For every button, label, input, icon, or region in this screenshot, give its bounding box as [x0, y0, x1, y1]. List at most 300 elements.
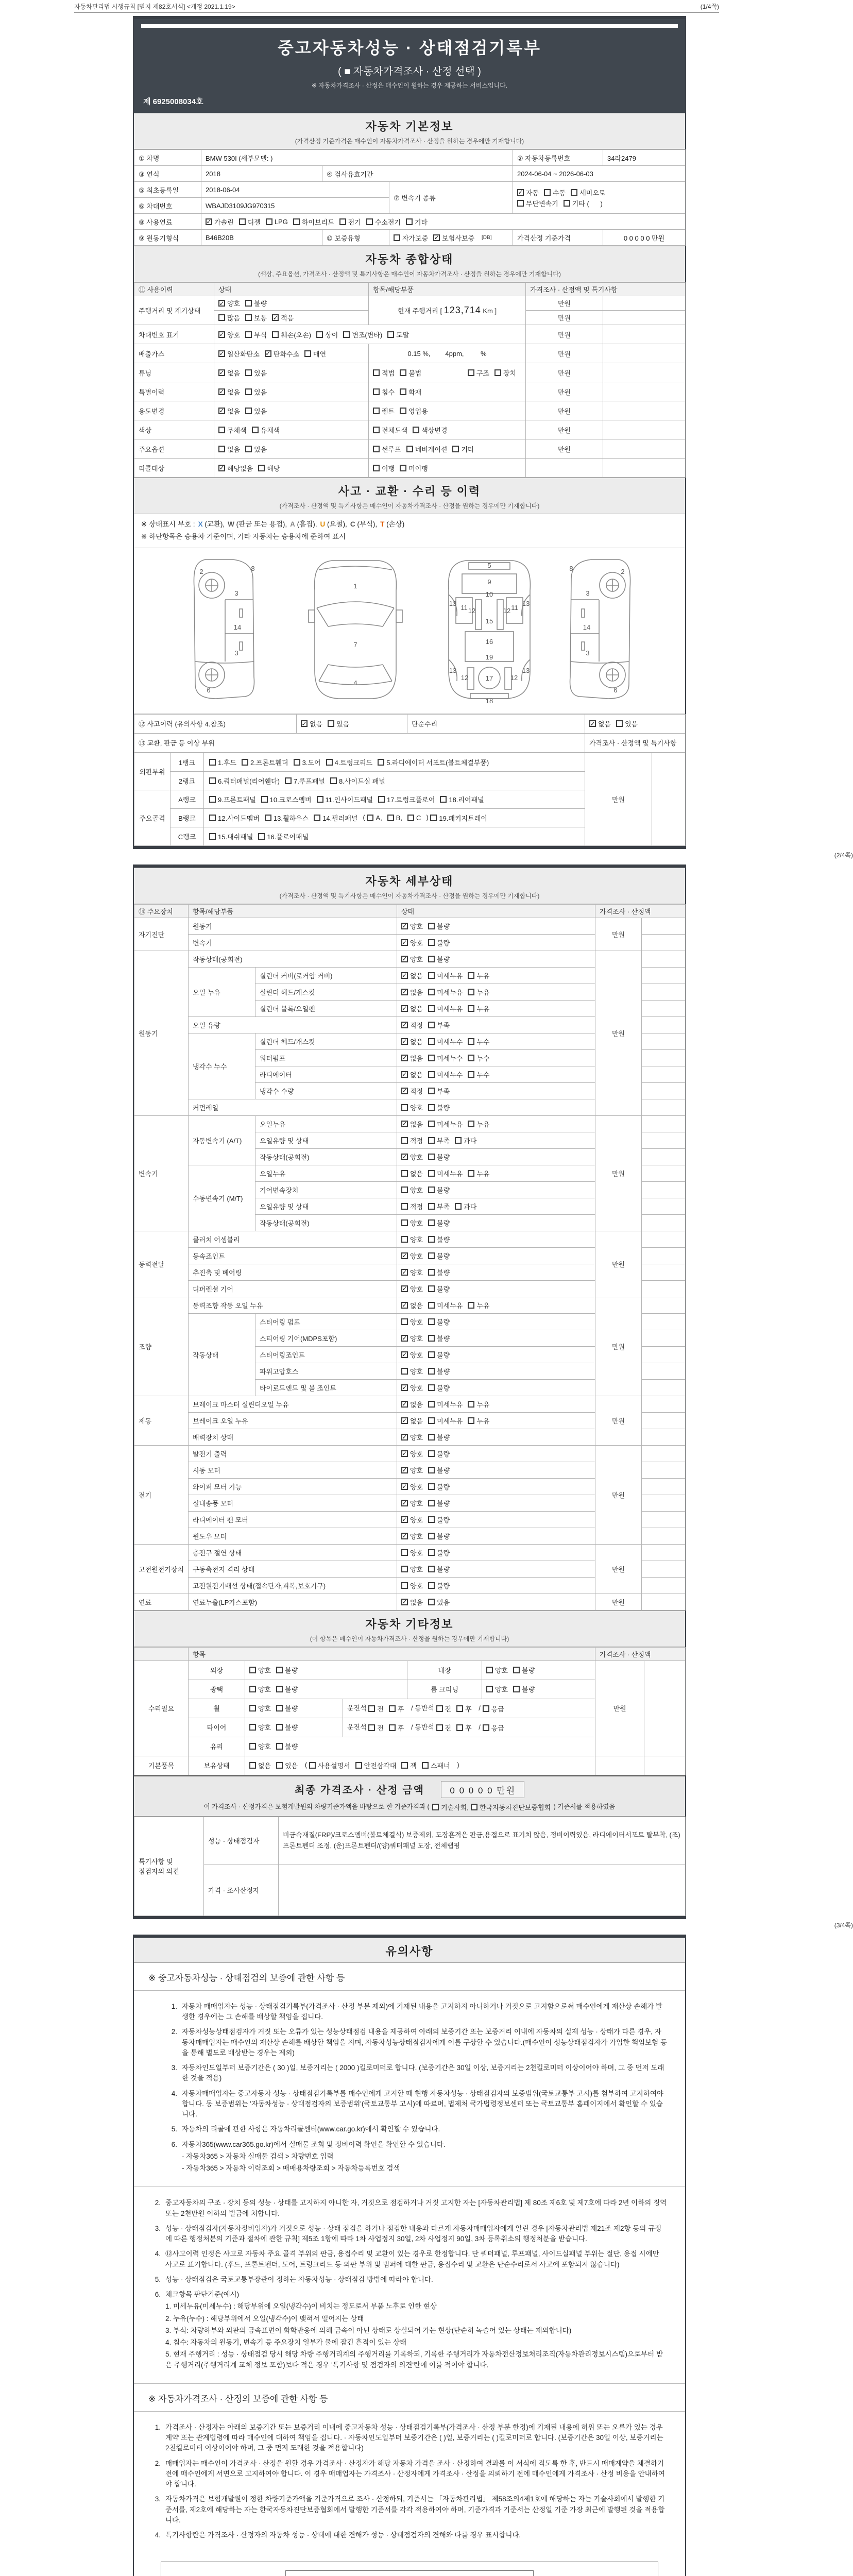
- checkbox-후[interactable]: [389, 1704, 404, 1714]
- checkbox-label: 없음: [227, 407, 241, 415]
- checkbox-적정[interactable]: [401, 1086, 423, 1096]
- checkbox-부식[interactable]: [245, 330, 267, 340]
- checkbox-상이[interactable]: [316, 330, 338, 340]
- checkbox-누유[interactable]: [468, 987, 489, 997]
- checkbox-수소전기[interactable]: [366, 217, 401, 227]
- checkbox-전기[interactable]: [339, 217, 361, 227]
- checkbox-해당없음[interactable]: [218, 463, 253, 473]
- checkbox-기술사회,[interactable]: [432, 1802, 469, 1812]
- notice-item: [147, 2422, 668, 2454]
- checkbox-있음[interactable]: [328, 719, 349, 728]
- checkbox-없음[interactable]: [218, 387, 240, 397]
- checkbox-양호[interactable]: [401, 1333, 423, 1343]
- checkbox-스패너[interactable]: [422, 1760, 450, 1770]
- checkbox-label: 과다: [464, 1137, 477, 1145]
- checkbox-기타[interactable]: [452, 444, 474, 454]
- checkbox-네비게이션[interactable]: [406, 444, 448, 454]
- checkbox-불량[interactable]: [428, 1498, 450, 1508]
- checkbox-누유[interactable]: [468, 1168, 489, 1178]
- checkbox-불량[interactable]: [513, 1665, 535, 1675]
- checkbox-box: [571, 189, 577, 196]
- checkbox-미세누유[interactable]: [428, 1399, 463, 1409]
- checkbox-있음[interactable]: [245, 368, 267, 378]
- text: / 동반석: [409, 1723, 436, 1731]
- checkbox-불량[interactable]: [428, 1531, 450, 1541]
- checkbox-17.트렁크플로어[interactable]: [378, 794, 435, 804]
- checkbox-누수[interactable]: [468, 1053, 489, 1063]
- checkbox-하이브리드[interactable]: [293, 217, 334, 227]
- checkbox-누유[interactable]: [468, 1300, 489, 1310]
- checkbox-한국자동차진단보증협회[interactable]: [471, 1802, 551, 1812]
- checkbox-적법[interactable]: [373, 368, 395, 378]
- checkbox-label: 도말: [396, 331, 410, 339]
- checkbox-box: [245, 388, 252, 395]
- checkbox-훼손(오손)[interactable]: [272, 330, 311, 340]
- checkbox-양호[interactable]: [401, 1251, 423, 1261]
- notice-text: 자동차인도일부터 보증기간은 ( 30 )일, 보증거리는 ( 2000 )킬로미터로 합니다. (보증기간은 30일 이상, 보증거리는 2천킬로미터 이상이어야 하며, 그 중 먼저 도래한 것을 적용): [182, 2064, 664, 2082]
- checkbox-적정[interactable]: [401, 1201, 423, 1211]
- checkbox-미세누유[interactable]: [428, 1300, 463, 1310]
- checkbox-전체도색[interactable]: [373, 425, 407, 435]
- item-groups: [373, 425, 521, 435]
- checkbox-불량[interactable]: [428, 1350, 450, 1360]
- checkbox-불량[interactable]: [428, 938, 450, 947]
- checkbox-사용설명서[interactable]: [309, 1760, 350, 1770]
- checkbox-후[interactable]: [389, 1723, 404, 1733]
- checkbox-전[interactable]: [368, 1704, 384, 1714]
- checkbox-전[interactable]: [436, 1723, 452, 1733]
- checkbox-불량[interactable]: [276, 1722, 298, 1732]
- checkbox-없음[interactable]: [401, 971, 423, 980]
- notice-number: 3.: [155, 2224, 161, 2232]
- checkbox-label: 6.쿼터패널(리어휀다): [218, 777, 280, 785]
- checkbox-1.후드[interactable]: [209, 757, 236, 767]
- checkbox-label: 세미오토: [579, 189, 606, 197]
- checkbox-label: 있음: [254, 369, 267, 377]
- checkbox-불량[interactable]: [276, 1684, 298, 1694]
- checkbox-양호[interactable]: [401, 1498, 423, 1508]
- checkbox-label: 자동: [526, 189, 539, 197]
- checkbox-box: [428, 1318, 435, 1325]
- checkbox-세미오토[interactable]: [571, 188, 605, 197]
- checkbox-부족[interactable]: [428, 1136, 450, 1145]
- checkbox-box: [400, 388, 406, 395]
- checkbox-양호[interactable]: [401, 1581, 423, 1590]
- device-label: 원동기: [134, 951, 189, 1115]
- checkbox-없음[interactable]: [401, 1070, 423, 1079]
- checkbox-양호[interactable]: [401, 1350, 423, 1360]
- checkbox-불량[interactable]: [428, 954, 450, 964]
- row-label: 특별이력: [134, 382, 214, 401]
- checkbox-불량[interactable]: [428, 1581, 450, 1590]
- checkbox-누유[interactable]: [468, 971, 489, 980]
- checkbox-6.쿼터패널(리어휀다)[interactable]: [209, 776, 280, 786]
- table-row: [134, 1231, 686, 1247]
- checkbox-없음[interactable]: [218, 406, 240, 416]
- checkbox-양호[interactable]: [401, 1432, 423, 1442]
- item-name: 윈도우 모터: [189, 1528, 397, 1544]
- item-name: 보유상태: [189, 1756, 245, 1775]
- checkbox-잭[interactable]: [401, 1760, 417, 1770]
- checkbox-불량[interactable]: [428, 1564, 450, 1574]
- page-marker-3: (3/4쪽): [834, 1921, 853, 1929]
- checkbox-미세누유[interactable]: [428, 971, 463, 980]
- state-cell: [397, 1396, 595, 1412]
- checkbox-box: [400, 465, 406, 471]
- checkbox-불량[interactable]: [276, 1703, 298, 1713]
- checkbox-후[interactable]: [456, 1704, 472, 1714]
- checkbox-양호[interactable]: [401, 1218, 423, 1228]
- checkbox-불량[interactable]: [428, 1185, 450, 1195]
- checkbox-양호[interactable]: [401, 1234, 423, 1244]
- checkbox-자가보증[interactable]: [394, 233, 428, 243]
- checkbox-box: [455, 1203, 462, 1210]
- checkbox-응급[interactable]: [483, 1723, 504, 1733]
- checkbox-양호[interactable]: [401, 1317, 423, 1327]
- state-cell: [397, 1429, 595, 1445]
- checkbox-불량[interactable]: [428, 1449, 450, 1459]
- checkbox-있음[interactable]: [616, 719, 638, 728]
- checkbox-안전삼각대[interactable]: [355, 1760, 397, 1770]
- price-cell: 만원: [526, 420, 603, 439]
- price-note: [642, 1528, 686, 1544]
- checkbox-썬루프[interactable]: [373, 444, 401, 454]
- checkbox-양호[interactable]: [401, 954, 423, 964]
- checkbox-양호[interactable]: [401, 1267, 423, 1277]
- checkbox-없음[interactable]: [401, 1416, 423, 1426]
- checkbox-19.패키지트레이[interactable]: [430, 813, 487, 823]
- checkbox-불량[interactable]: [428, 921, 450, 931]
- checkbox-양호[interactable]: [249, 1741, 271, 1751]
- checkbox-양호[interactable]: [401, 921, 423, 931]
- checkbox-누유[interactable]: [468, 1399, 489, 1409]
- checkbox-미세누유[interactable]: [428, 1168, 463, 1178]
- checkbox-매연[interactable]: [304, 349, 326, 359]
- checkbox-양호[interactable]: [486, 1665, 508, 1675]
- checkbox-누유[interactable]: [468, 1416, 489, 1426]
- checkbox-영업용[interactable]: [400, 406, 428, 416]
- checkbox-양호[interactable]: [401, 1284, 423, 1294]
- checkbox-양호[interactable]: [249, 1703, 271, 1713]
- checkbox-불량[interactable]: [428, 1317, 450, 1327]
- appraiser-label: 가격 · 조사산정자: [204, 1865, 279, 1916]
- notice-text: 자동차매매업자는 중고자동차 성능 · 상태점검기록부를 매수인에게 고지할 때 현행 자동차성능 · 상태점검자의 보증범위(국토교통부 고시)를 첨부하여 고지하여야 합니다. 동 보증범위는 '자동차성능 · 상태점검자의 보증범위'(국토교통부 고시)에 따르며, 법제처 국가법령정보센터 또는 국토교통부 홈페이지에서 확인할 수 있습니다.: [182, 2089, 663, 2119]
- checkbox-많음[interactable]: [218, 313, 240, 323]
- notice-item: [164, 2124, 668, 2134]
- checkbox-적정[interactable]: [401, 1136, 423, 1145]
- checkbox-12.사이드멤버[interactable]: [209, 813, 260, 823]
- checkbox-label: 양호: [410, 922, 423, 930]
- checkbox-양호[interactable]: [401, 1465, 423, 1475]
- checkbox-불량[interactable]: [245, 298, 267, 308]
- checkbox-없음[interactable]: [218, 444, 240, 454]
- checkbox-과다[interactable]: [455, 1136, 476, 1145]
- checkbox-양호[interactable]: [401, 1366, 423, 1376]
- checkbox-box: ✓: [219, 299, 225, 307]
- checkbox-불량[interactable]: [428, 1548, 450, 1557]
- checkbox-양호[interactable]: [218, 298, 240, 308]
- device-label: 제동: [134, 1396, 189, 1445]
- checkbox-누수[interactable]: [468, 1070, 489, 1079]
- checkbox-label: 불량: [437, 1384, 450, 1392]
- checkbox-label: 11.인사이드패널: [325, 795, 373, 804]
- checkbox-불량[interactable]: [428, 1482, 450, 1492]
- checkbox-7.루프패널[interactable]: [285, 776, 325, 786]
- checkbox-양호[interactable]: [401, 1185, 423, 1195]
- checkbox-불량[interactable]: [428, 1267, 450, 1277]
- checkbox-가솔린[interactable]: [206, 217, 234, 227]
- checkbox-양호[interactable]: [249, 1722, 271, 1732]
- checkbox-13.휠하우스[interactable]: [265, 813, 309, 823]
- checkbox-탄화수소[interactable]: [265, 349, 299, 359]
- damage-code-desc: (판금 또는 용접),: [234, 520, 287, 528]
- checkbox-양호[interactable]: [401, 1531, 423, 1541]
- checkbox-부족[interactable]: [428, 1201, 450, 1211]
- checkbox-label: 불량: [254, 300, 267, 308]
- checkbox-있음[interactable]: [245, 406, 267, 416]
- checkbox-없음[interactable]: [401, 987, 423, 997]
- checkbox-불량[interactable]: [428, 1465, 450, 1475]
- checkbox-box: [293, 218, 300, 225]
- checkbox-양호[interactable]: [249, 1665, 271, 1675]
- checkbox-box: [394, 234, 400, 241]
- checkbox-없음[interactable]: [401, 1300, 423, 1310]
- checkbox-구조[interactable]: [468, 368, 489, 378]
- checkbox-14.필러패널[interactable]: [314, 813, 357, 823]
- rank-items: [204, 771, 585, 790]
- checkbox-box: ✓: [402, 1268, 407, 1276]
- checkbox-A,[interactable]: [367, 814, 382, 822]
- notice-number: 3.: [171, 2064, 177, 2072]
- checkbox-label: 16.플로어패널: [267, 833, 309, 841]
- checkbox-box: [209, 777, 216, 784]
- checkbox-전[interactable]: [436, 1704, 452, 1714]
- checkbox-해당[interactable]: [258, 463, 280, 473]
- checkbox-3.도어[interactable]: [294, 757, 321, 767]
- checkbox-양호[interactable]: [401, 938, 423, 947]
- price-cell: 만원: [595, 1544, 642, 1594]
- state-cell: [397, 1247, 595, 1264]
- checkbox-불량[interactable]: [428, 1333, 450, 1343]
- checkbox-없음[interactable]: [401, 1399, 423, 1409]
- checkbox-불량[interactable]: [428, 1366, 450, 1376]
- checkbox-불량[interactable]: [513, 1684, 535, 1694]
- accident-history-table: [134, 714, 686, 753]
- checkbox-기타 ( )[interactable]: [564, 198, 603, 208]
- warranty-suffix: [DB]: [482, 235, 492, 241]
- checkbox-label: 매연: [313, 350, 327, 358]
- state-cell: [482, 1660, 595, 1680]
- checkbox-18.리어패널[interactable]: [440, 794, 484, 804]
- checkbox-label: 누유: [476, 972, 490, 980]
- checkbox-없음[interactable]: [218, 368, 240, 378]
- checkbox-label: 있음: [285, 1762, 298, 1770]
- checkbox-누유[interactable]: [468, 1004, 489, 1013]
- checkbox-양호[interactable]: [401, 1103, 423, 1112]
- checkbox-미세누유[interactable]: [428, 1004, 463, 1013]
- item-name: 오일유량 및 상태: [255, 1198, 397, 1214]
- checkbox-없음[interactable]: [401, 1597, 423, 1607]
- checkbox-label: 부족: [437, 1137, 450, 1145]
- checkbox-디젤[interactable]: [239, 217, 261, 227]
- checkbox-후[interactable]: [456, 1723, 472, 1733]
- row-label: 용도변경: [134, 401, 214, 420]
- checkbox-없음[interactable]: [401, 1037, 423, 1046]
- checkbox-전[interactable]: [368, 1723, 384, 1733]
- checkbox-없음[interactable]: [301, 719, 322, 728]
- checkbox-기타[interactable]: [406, 217, 428, 227]
- checkbox-미세누유[interactable]: [428, 1416, 463, 1426]
- checkbox-없음[interactable]: [249, 1760, 271, 1770]
- checkbox-무단변속기[interactable]: [517, 198, 558, 208]
- checkbox-적정[interactable]: [401, 1020, 423, 1030]
- checkbox-변조(변타)[interactable]: [343, 330, 382, 340]
- checkbox-양호[interactable]: [401, 1515, 423, 1524]
- checkbox-보험사보증[interactable]: [433, 233, 474, 243]
- checkbox-2.프론트휀더[interactable]: [242, 757, 288, 767]
- checkbox-label: 후: [465, 1705, 472, 1713]
- checkbox-장치[interactable]: [494, 368, 516, 378]
- checkbox-9.프론트패널[interactable]: [209, 794, 256, 804]
- checkbox-무채색[interactable]: [218, 425, 247, 435]
- checkbox-없음[interactable]: [401, 1004, 423, 1013]
- checkbox-자동[interactable]: [517, 188, 539, 197]
- checkbox-침수[interactable]: [373, 387, 395, 397]
- checkbox-16.플로어패널[interactable]: [258, 832, 309, 841]
- first-reg-value: 2018-06-04: [201, 182, 389, 198]
- checkbox-label: 훼손(오손): [281, 331, 312, 339]
- checkbox-미세누수[interactable]: [428, 1070, 463, 1079]
- checkbox-미세누수[interactable]: [428, 1037, 463, 1046]
- checkbox-4.트렁크리드[interactable]: [326, 757, 373, 767]
- state-cell: [397, 1082, 595, 1099]
- item-name: 냉각수 수량: [255, 1082, 397, 1099]
- checkbox-적음[interactable]: [272, 313, 294, 323]
- checkbox-label: 양호: [410, 1516, 423, 1524]
- checkbox-불량[interactable]: [428, 1103, 450, 1112]
- checkbox-있음[interactable]: [245, 387, 267, 397]
- checkbox-부족[interactable]: [428, 1020, 450, 1030]
- checkbox-없음[interactable]: [589, 719, 611, 728]
- checkbox-5.라디에이터 서포트(볼트체결부품)[interactable]: [378, 757, 489, 767]
- checkbox-불법[interactable]: [400, 368, 421, 378]
- checkbox-C[interactable]: [407, 814, 421, 822]
- table-row: [134, 363, 686, 382]
- checkbox-label: 전: [445, 1705, 452, 1713]
- notice-number: 6.: [155, 2291, 161, 2299]
- checkbox-불량[interactable]: [276, 1665, 298, 1675]
- rank-items: [204, 753, 585, 771]
- checkbox-불량[interactable]: [428, 1251, 450, 1261]
- checkbox-box: [387, 331, 394, 338]
- checkbox-8.사이드실 패널[interactable]: [330, 776, 385, 786]
- checkbox-이행[interactable]: [373, 463, 395, 473]
- checkbox-수동[interactable]: [544, 188, 566, 197]
- checkbox-불량[interactable]: [428, 1152, 450, 1162]
- checkbox-15.대쉬패널[interactable]: [209, 832, 253, 841]
- state-cell: [397, 1033, 595, 1049]
- checkbox-미세누유[interactable]: [428, 1119, 463, 1129]
- checkbox-보통[interactable]: [245, 313, 267, 323]
- diagram-part-number: 16: [485, 637, 493, 646]
- item-name: 디퍼렌셜 기어: [189, 1280, 397, 1297]
- checkbox-양호[interactable]: [249, 1684, 271, 1694]
- checkbox-불량[interactable]: [276, 1741, 298, 1751]
- checkbox-있음[interactable]: [276, 1760, 298, 1770]
- checkbox-불량[interactable]: [428, 1234, 450, 1244]
- checkbox-있음[interactable]: [428, 1597, 450, 1607]
- price-note: [652, 753, 686, 845]
- checkbox-유채색[interactable]: [252, 425, 280, 435]
- checkbox-양호[interactable]: [486, 1684, 508, 1694]
- checkbox-없음[interactable]: [401, 1168, 423, 1178]
- table-row: [134, 439, 686, 459]
- checkbox-label: 없음: [310, 720, 323, 728]
- checkbox-label: 없음: [410, 1005, 423, 1013]
- checkbox-미세누수[interactable]: [428, 1053, 463, 1063]
- checkbox-label: 미세누유: [437, 972, 463, 980]
- checkbox-불량[interactable]: [428, 1383, 450, 1393]
- item-name: 브레이크 오일 누유: [189, 1412, 397, 1429]
- checkbox-누수[interactable]: [468, 1037, 489, 1046]
- price-note: [642, 1346, 686, 1363]
- checkbox-양호[interactable]: [401, 1482, 423, 1492]
- checkbox-응급[interactable]: [483, 1704, 504, 1714]
- checkbox-없음[interactable]: [401, 1119, 423, 1129]
- checkbox-렌트[interactable]: [373, 406, 395, 416]
- checkbox-미이행[interactable]: [400, 463, 428, 473]
- checkbox-색상변경[interactable]: [413, 425, 447, 435]
- checkbox-부족[interactable]: [428, 1086, 450, 1096]
- checkbox-미세누유[interactable]: [428, 987, 463, 997]
- checkbox-양호[interactable]: [401, 1564, 423, 1574]
- checkbox-label: 10.크로스멤버: [269, 795, 312, 804]
- checkbox-LPG[interactable]: [266, 218, 288, 226]
- checkbox-양호[interactable]: [401, 1383, 423, 1393]
- checkbox-box: [513, 1686, 520, 1692]
- checkbox-B,[interactable]: [387, 814, 402, 822]
- checkbox-양호[interactable]: [401, 1449, 423, 1459]
- checkbox-11.인사이드패널[interactable]: [317, 794, 373, 804]
- checkbox-불량[interactable]: [428, 1284, 450, 1294]
- checkbox-불량[interactable]: [428, 1515, 450, 1524]
- checkbox-화재[interactable]: [400, 387, 421, 397]
- checkbox-불량[interactable]: [428, 1218, 450, 1228]
- checkbox-label: 누유: [476, 1005, 490, 1013]
- checkbox-양호[interactable]: [401, 1548, 423, 1557]
- checkbox-일산화탄소[interactable]: [218, 349, 260, 359]
- checkbox-불량[interactable]: [428, 1432, 450, 1442]
- device-label: 조향: [134, 1297, 189, 1396]
- checkbox-누유[interactable]: [468, 1119, 489, 1129]
- checkbox-있음[interactable]: [245, 444, 267, 454]
- checkbox-없음[interactable]: [401, 1053, 423, 1063]
- checkbox-양호[interactable]: [218, 330, 240, 340]
- checkbox-도말[interactable]: [387, 330, 409, 340]
- checkbox-10.크로스멤버[interactable]: [261, 794, 312, 804]
- checkbox-양호[interactable]: [401, 1152, 423, 1162]
- rank-items: [204, 790, 585, 808]
- checkbox-box: ✓: [301, 720, 307, 727]
- item-name: 변속기: [189, 934, 397, 951]
- diagram-part-number: 10: [485, 590, 493, 598]
- checkbox-label: 미세누유: [437, 988, 463, 996]
- price-note: [603, 325, 686, 344]
- item-name: 유리: [189, 1737, 245, 1756]
- checkbox-과다[interactable]: [455, 1201, 476, 1211]
- checkbox-label: 가솔린: [214, 218, 234, 226]
- checkbox-box: [389, 1724, 396, 1731]
